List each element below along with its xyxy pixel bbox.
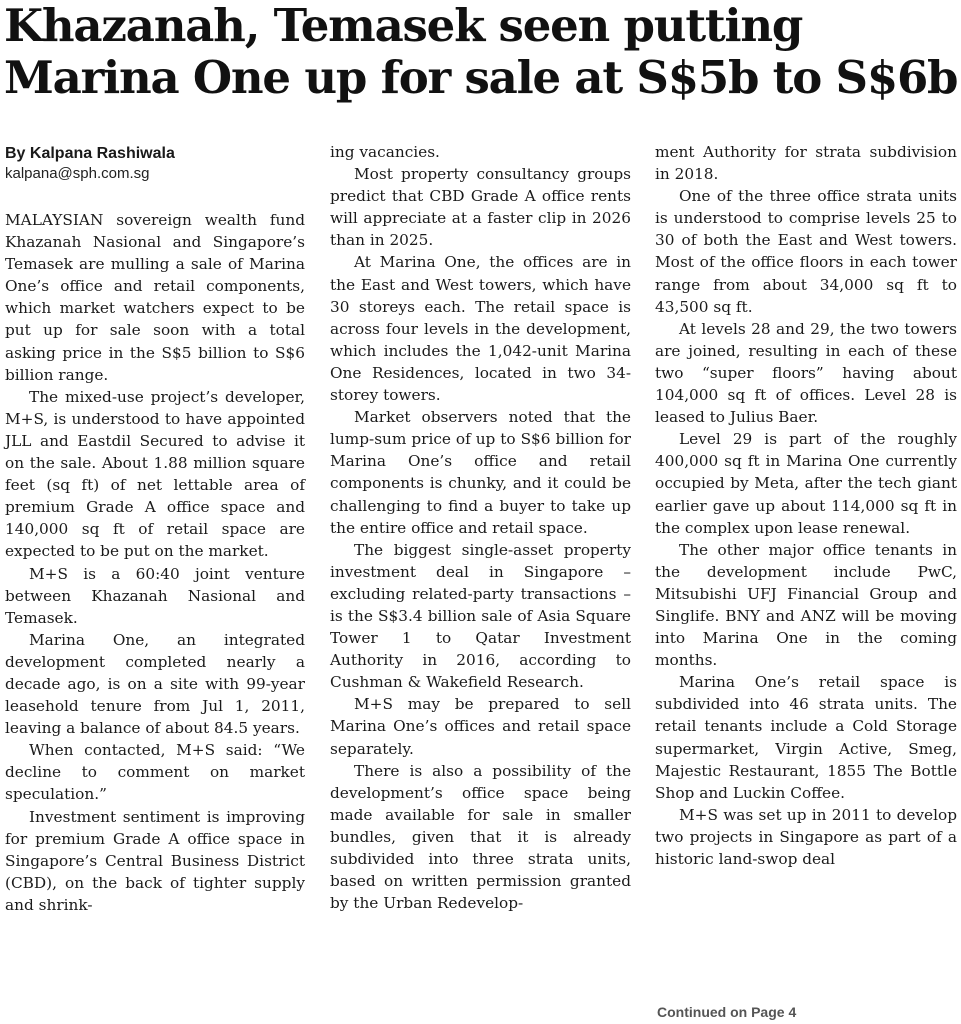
paragraph-continuation: ing vacancies. [330,143,440,161]
article-column-1 [5,209,305,916]
paragraph: M+S is a 60:40 joint venture between Khazanah Nasional and Temasek. [5,564,305,627]
paragraph: Marina One’s retail space is subdivided into 46 strata units. The retail tenants include a Cold Storage supermarket, Virgin Active, Smeg, Majestic Restaurant, 1855 The Bottle Shop and Luckin Coffee. [655,673,957,802]
paragraph: Level 29 is part of the roughly 400,000 sq ft in Marina One currently occupied by Meta, after the tech giant earlier gave up about 114,000 sq ft in the complex upon lease renewal. [655,430,957,537]
paragraph: At levels 28 and 29, the two towers are joined, resulting in each of these two “super floors” having about 104,000 sq ft of offices. Level 28 is leased to Julius Baer. [655,319,957,427]
paragraph: When contacted, M+S said: “We decline to comment on market speculation.” [5,741,305,804]
paragraph: At Marina One, the offices are in the East and West towers, which have 30 storeys each. The retail space is across four levels in the development, which includes the 1,042-unit Marina One Residences, located in two 34-storey towers. [330,253,631,405]
paragraph: M+S was set up in 2011 to develop two projects in Singapore as part of a historic land-swop deal [655,805,957,868]
article-column-2 [330,141,631,914]
paragraph: MALAYSIAN sovereign wealth fund Khazanah Nasional and Singapore’s Temasek are mulling a sale of Marina One’s office and retail components, which market watchers expect to be put up for sale soon with a total asking price in the S$5 billion to S$6 billion range. [5,211,305,384]
paragraph: The other major office tenants in the development include PwC, Mitsubishi UFJ Financial Group and Singlife. BNY and ANZ will be moving into Marina One in the coming months. [655,540,957,670]
article-column-3 [655,141,957,870]
paragraph-continuation: ment Authority for strata subdivision in 2018. [655,143,957,184]
paragraph: The biggest single-asset property investment deal in Singapore – excluding related-party transactions – is the S$3.4 billion sale of Asia Square Tower 1 to Qatar Investment Authority in 2016, according to Cushman & Wakefield Research. [330,540,631,692]
byline-email: kalpana@sph.com.sg [5,165,150,182]
paragraph: Most property consultancy groups predict that CBD Grade A office rents will appreciate at a faster clip in 2026 than in 2025. [330,165,631,250]
paragraph: Market observers noted that the lump-sum price of up to S$6 billion for Marina One’s office and retail components is chunky, and it could be challenging to find a buyer to take up the entire office and retail space. [330,408,631,537]
byline-author: By Kalpana Rashiwala [5,145,175,162]
paragraph: The mixed-use project’s developer, M+S, is understood to have appointed JLL and Eastdil Secured to advise it on the sale. About 1.88 million square feet (sq ft) of net lettable area of premium Grade A office space and 140,000 sq ft of retail space are expected to be put on the market. [5,387,305,561]
paragraph: There is also a possibility of the development’s office space being made available for sale in smaller bundles, given that it is already subdivided into three strata units, based on written permission granted by the Urban Redevelop- [330,761,631,913]
continued-on-page-link[interactable]: Continued on Page 4 [657,1004,797,1020]
headline-line-2: Marina One up for sale at S$5b to S$6b [4,51,958,104]
byline [5,144,315,184]
headline [4,0,959,104]
paragraph: One of the three office strata units is understood to comprise levels 25 to 30 of both the East and West towers. Most of the office floors in each tower range from about 34,000 sq ft to 43,500 sq ft. [655,187,957,316]
paragraph: Marina One, an integrated development completed nearly a decade ago, is on a site with 99-year leasehold tenure from Jul 1, 2011, leaving a balance of about 84.5 years. [5,630,305,738]
paragraph: Investment sentiment is improving for premium Grade A office space in Singapore’s Central Business District (CBD), on the back of tighter supply and shrink- [5,807,305,914]
headline-line-1: Khazanah, Temasek seen putting [4,0,803,52]
paragraph: M+S may be prepared to sell Marina One’s offices and retail space separately. [330,695,631,758]
